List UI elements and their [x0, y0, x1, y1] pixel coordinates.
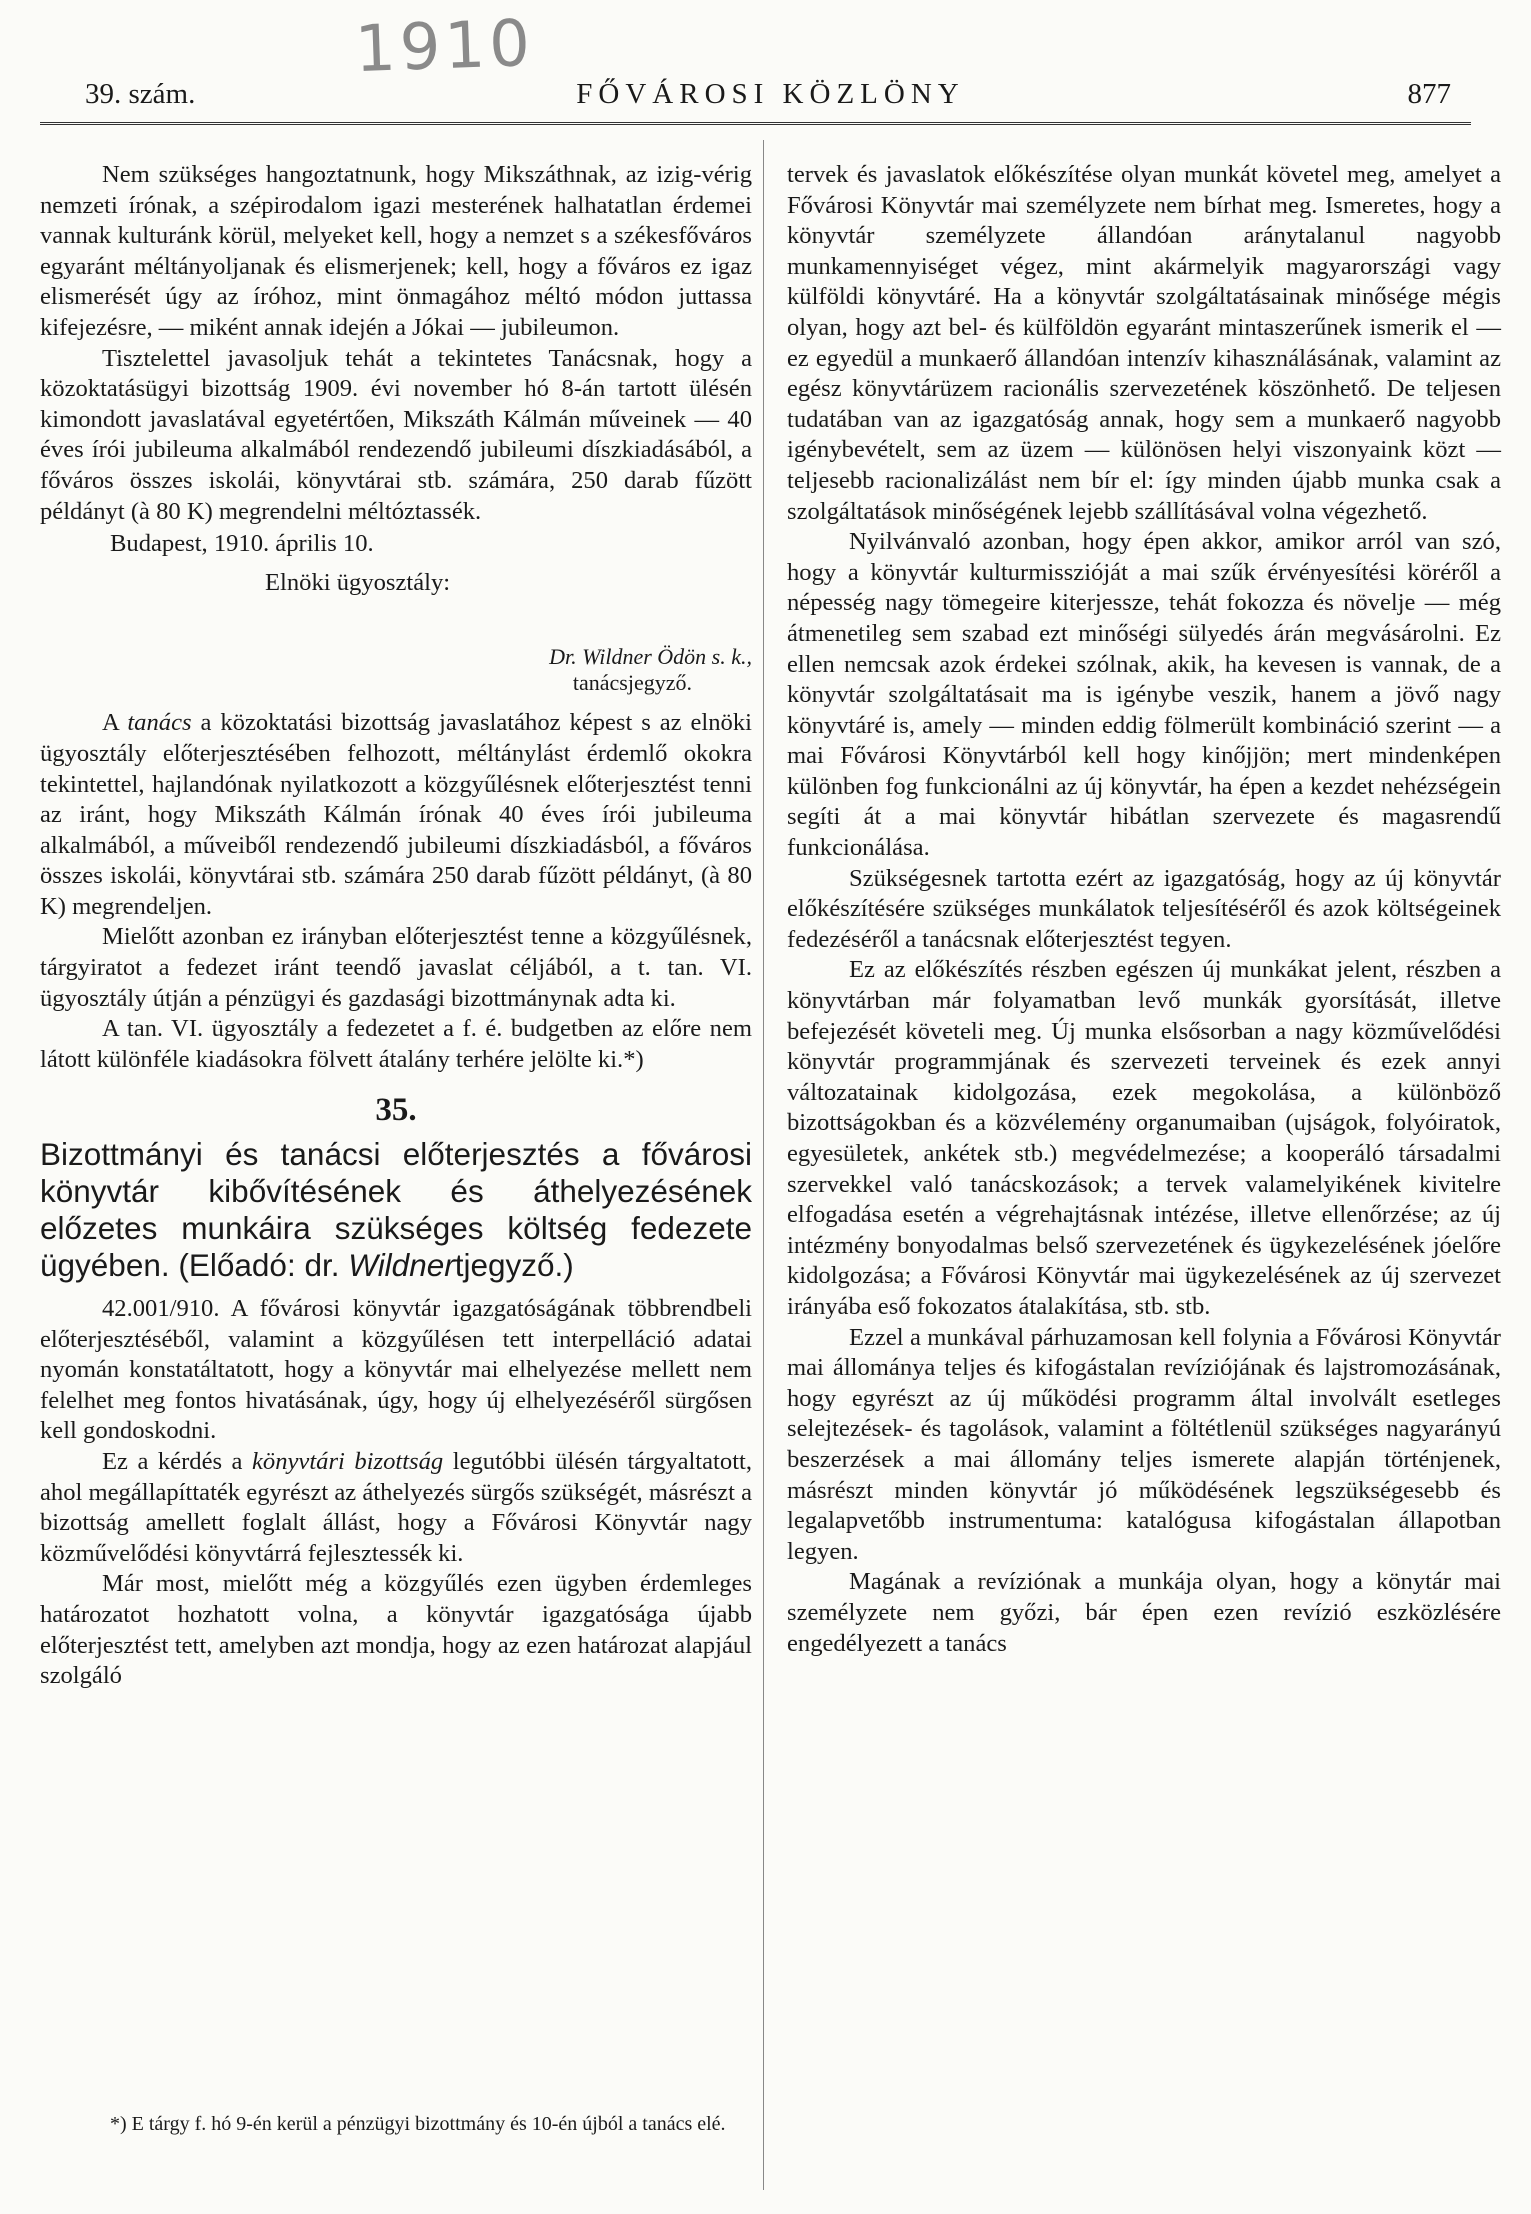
signature-block: [40, 644, 752, 696]
paragraph: Tisztelettel javasoljuk tehát a tekintetes Tanácsnak, hogy a közoktatásügyi bizottság 1909. évi november hó 8-án tartott ülésén kimondott javaslatával egyetértően, Mikszáth Kálmán műveinek — 40 éves írói jubileuma alkalmából rendezendő jubileumi díszkiadásából, a főváros összes iskolái, könyvtárai stb. számára, 250 darab fűzött példányt (à 80 K) megrendelni méltóztassék.: [40, 344, 752, 525]
signature-name: Dr. Wildner Ödön s. k.,: [549, 644, 752, 670]
paragraph: Magának a revíziónak a munkája olyan, hogy a könytár mai személyzete nem győzi, bár épen ezen revízió eszközlésére engedélyezett a tanács: [787, 1568, 1501, 1657]
paragraph: Ez az előkészítés részben egészen új munkákat jelent, részben a könyvtárban már folyamatban levő munkák gyorsítását, illetve befejezését követeli meg. Új munka elsősorban a nagy közművelődési könyvtár programmjának és szervezeti terveinek és ezek annyi változatainak kidolgozása, ezek megokolása, a különböző bizottságokban és a közvélemény organumaiban (ujságok, folyóiratok, egyesületek, ankétek stb.) megvédelmezése; a kooperáló társadalmi szervekkel való tanácskozások; a tervek valamelyikének kivitelre elfogadása esetén a végrehajtásnak intézése, illetve ellenőrzése; az új intézmény bonyodalmas belső szervezetének és ügykezelésének jóelőre kidolgozása; a Fővárosi Könyvtár mai ügykezelésének az új szervezet irányába eső fokozatos átalakítása, stb. stb.: [787, 956, 1501, 1320]
header-rule: [40, 122, 1471, 128]
paragraph: Nyilvánvaló azonban, hogy épen akkor, amikor arról van szó, hogy a könyvtár kulturmisszióját a mai szűk érvényesítési köréről a népesség nagy tömegeire kiterjessze, tehát fokozza és növelje — még átmenetileg sem szabad ezt minőségi sülyedés árán megvásárolni. Ez ellen nemcsak azok érdekei szólnak, akik, ha kevesen is vannak, de a könyvtár szolgáltatásait ma is igénybe veszik, hanem a jövő nagy könyvtáré is, amely — minden eddig fölmerült kombináció szerint — a mai Fővárosi Könyvtárból kell hogy kinőjjön; mert mindenképen különben fog funkcionálni az új könyvtár, ha épen a kezdet nehézségein segíti át a mai könyvtár hibátlan szervezete és magasrendű funkcionálása.: [787, 528, 1501, 862]
paragraph: 42.001/910. A fővárosi könyvtár igazgatóságának többrendbeli előterjesztéséből, valamint a közgyűlésen tett interpelláció adatai nyomán konstatáltatott, hogy a könyvtár mai elhelyezése mellett nem felelhet meg fontos hivatásának, úgy, hogy új elhelyezéséről sürgősen kell gondoskodni.: [40, 1295, 752, 1445]
text-run: Bizottmányi és tanácsi előterjesztés a fővárosi könyvtár kibővítésének és áthelyezésének előzetes munkáira szükséges költség fedezete ügyében. (Előadó: dr.: [40, 1136, 752, 1284]
dateline: Budapest, 1910. április 10.: [110, 530, 374, 558]
text-run: legutóbbi ülésén tárgyaltatott, ahol megállapíttaték egyrészt az áthelyezés sürgős szükségét, másrészt a bizottság amellett foglalt állást, hogy a Fővárosi Könyvtár nagy közművelődési könyvtárrá fejlesztessék ki.: [40, 1448, 753, 1567]
paragraph: Szükségesnek tartotta ezért az igazgatóság, hogy az új könyvtár előkészítésére szükséges munkálatok teljesítéséről és azok költségeinek fedezéséről a tanácsnak előterjesztést tegyen.: [787, 864, 1501, 953]
text-run: tjegyző.): [454, 1247, 574, 1284]
paragraph: Nem szükséges hangoztatnunk, hogy Mikszáthnak, az izig-vérig nemzeti írónak, a szépirodalom igazi mesterének halhatatlan érdemei vannak kulturánk körül, melyeket kell, hogy a nemzet s a székesfőváros egyaránt méltányoljanak és elismerjenek; kell, hogy a főváros ez igaz elismerését úgy az íróhoz, mint önmagához méltó módon juttassa kifejezésre, — miként annak idején a Jókai — jubileumon.: [40, 161, 752, 341]
left-column: [40, 160, 752, 1692]
emphasis: könyvtári bizottság: [252, 1448, 444, 1475]
paragraph: Már most, mielőtt még a közgyűlés ezen ügyben érdemleges határozatot hozhatott volna, a könyvtár igazgatósága újabb előterjesztést tett, amelyben azt mondja, hogy az ezen határozat alapjául szolgáló: [40, 1570, 752, 1690]
publication-title: FŐVÁROSI KÖZLÖNY: [576, 78, 965, 110]
emphasis: Wildner: [348, 1247, 455, 1284]
office-name: Elnöki ügyosztály:: [265, 568, 451, 596]
paragraph: [40, 708, 752, 922]
text-run: Ez a kérdés a: [102, 1448, 243, 1475]
page-number: 877: [1407, 78, 1451, 110]
section-number: 35.: [375, 1092, 417, 1129]
footnote: *) E tárgy f. hó 9-én kerül a pénzügyi bizottmány és 10-én újból a tanács elé.: [110, 2113, 726, 2135]
paragraph: A tan. VI. ügyosztály a fedezetet a f. é. budgetben az előre nem látott különféle kiadásokra fölvett átalány terhére jelölte ki.*): [40, 1015, 752, 1073]
emphasis: tanács: [127, 709, 192, 737]
text-run: a közoktatási bizottság javaslatához képest s az elnöki ügyosztály előterjesztésében felhozott, méltánylást érdemlő okokra tekintettel, hajlandónak nyilatkozott a közgyűlésnek előterjesztést tenni az iránt, hogy Mikszáth Kálmán írónak 40 éves írói jubileuma alkalmából, a műveiből rendezendő jubileumi díszkiadásból, a főváros összes iskolái, könyvtárai stb. számára 250 darab fűzött példányt, (à 80 K) megrendeljen.: [40, 709, 752, 920]
paragraph: tervek és javaslatok előkészítése olyan munkát követel meg, amelyet a Fővárosi Könyvtár mai személyzete nem bírhat meg. Ismeretes, hogy a könyvtár személyzete állandóan aránytalanul nagyobb munkamennyiséget végez, mint akármelyik magyarországi vagy külföldi könyvtáré. Ha a könyvtár szolgáltatásainak minősége mégis olyan, hogy azt bel- és külföldön egyaránt mintaszerűnek ismerik el — ez egyedül a munkaerő állandóan intenzív kihasználásának, valamint az egész könyvtárüzem racionális szervezetének köszönhető. De teljesen tudatában van az igazgatóság annak, hogy sem a munkaerő nagyobb igénybevételt, sem az üzem — különösen helyi viszonyaink közt — teljesebb racionalizálást nem bír el: így minden újabb munka csak a szolgáltatások minőségének lejebb szállításával volna végezhető.: [787, 161, 1501, 525]
issue-number: 39. szám.: [85, 78, 196, 110]
section-title: [40, 1136, 752, 1284]
right-column: [787, 160, 1501, 1659]
text-run: A: [102, 709, 119, 737]
paragraph: Ezzel a munkával párhuzamosan kell folynia a Fővárosi Könyvtár mai állománya teljes és kifogástalan revíziójának és lajstromozásának, hogy egyrészt az új működési programm által involvált esetleges selejtezések- és tagolások, valamint a föltétlenül szükséges nagyarányú beszerzések a mai állomány teljes ismerete alapján történjenek, másrészt minden könyvtár jó működésének legszükségesebb és legalapvetőbb instrumentuma: katalógusa kifogástalan állapotban legyen.: [787, 1323, 1501, 1565]
paragraph: [40, 1447, 752, 1569]
page-header: [70, 70, 1471, 120]
handwritten-year-annotation: 1910: [353, 6, 536, 88]
paragraph: Mielőtt azonban ez irányban előterjesztést tenne a közgyűlésnek, tárgyiratot a fedezet iránt teendő javaslat céljából, a t. tan. VI. ügyosztály útján a pénzügyi és gazdasági bizottmánynak adta ki.: [40, 923, 752, 1012]
column-divider: [763, 140, 764, 2190]
signature-role: tanácsjegyző.: [572, 670, 692, 696]
